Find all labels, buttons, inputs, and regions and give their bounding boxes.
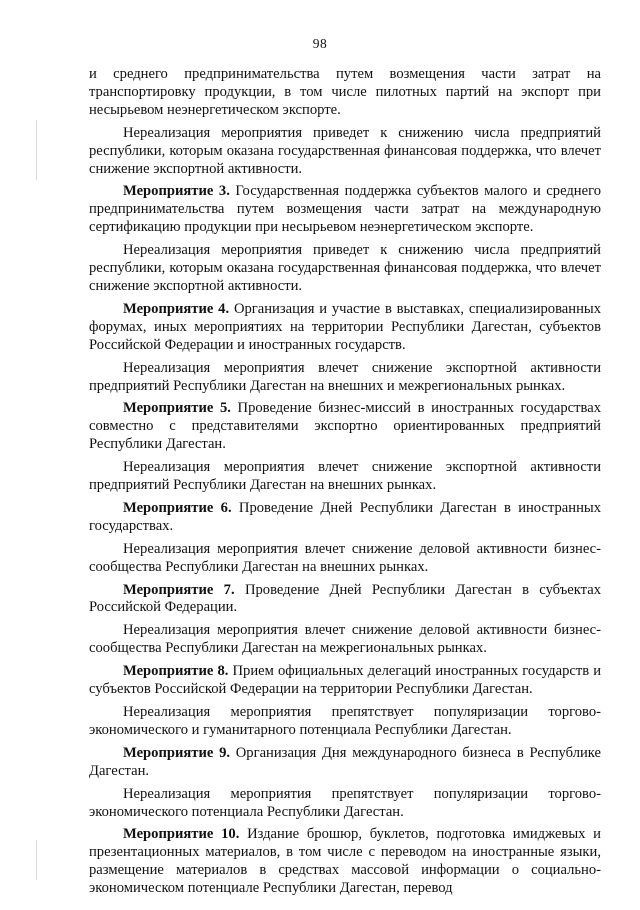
paragraph-lead: Мероприятие 8. — [123, 663, 229, 680]
scan-margin-mark — [36, 120, 37, 180]
paragraph-lead: Мероприятие 6. — [123, 499, 232, 516]
paragraph-continuation — [89, 66, 601, 120]
paragraph-measure-5 — [89, 400, 601, 454]
paragraph — [89, 622, 601, 658]
paragraph-lead: Мероприятие 9. — [123, 744, 231, 761]
paragraph-text: Нереализация мероприятия препятствует популяризации торгово-экономического и гуманитарного потенциала Республики Дагестан. — [89, 704, 601, 738]
paragraph-measure-7 — [89, 582, 601, 618]
paragraph-text: Нереализация мероприятия препятствует популяризации торгово-экономического потенциала Республики Дагестан. — [89, 785, 601, 820]
paragraph-text: Нереализация мероприятия влечет снижение экспортной активности предприятий Республики Дагестан на внешних рынках. — [89, 459, 601, 494]
paragraph-text: Организация и участие в выставках, специализированных форумах, иных мероприятиях на территории Республики Дагестан, субъектов Российской Федерации и иностранных государств. — [89, 300, 601, 353]
paragraph-lead: Мероприятие 5. — [123, 400, 231, 417]
paragraph — [89, 459, 601, 495]
paragraph — [89, 242, 601, 296]
paragraph-text: Нереализация мероприятия влечет снижение деловой активности бизнес-сообщества Республики Дагестан на внешних рынках. — [89, 540, 601, 575]
paragraph-text: Нереализация мероприятия приведет к снижению числа предприятий республики, которым оказана государственная финансовая поддержка, что влечет снижение экспортной активности. — [89, 124, 601, 177]
paragraph-text: Нереализация мероприятия приведет к снижению числа предприятий республики, которым оказана государственная финансовая поддержка, что влечет снижение экспортной активности. — [89, 242, 601, 294]
paragraph-text: Проведение бизнес-миссий в иностранных государствах совместно с представителями экспортно ориентированных предприятий Республики Дагестан. — [89, 400, 601, 453]
paragraph-text: и среднего предпринимательства путем возмещения части затрат на транспортировку продукции, в том числе пилотных партий на экспорт при несырьевом неэнергетическом экспорте. — [89, 66, 601, 118]
paragraph-text: Нереализация мероприятия влечет снижение деловой активности бизнес-сообщества Республики Дагестан на межрегиональных рынках. — [89, 622, 601, 657]
scan-margin-mark — [36, 840, 37, 880]
paragraph-lead: Мероприятие 3. — [123, 183, 230, 200]
paragraph-measure-10 — [89, 826, 601, 898]
paragraph-text: Организация Дня международного бизнеса в Республике Дагестан. — [89, 744, 601, 779]
page-number: 98 — [312, 36, 328, 51]
paragraph-text: Проведение Дней Республики Дагестан в иностранных государствах. — [89, 499, 601, 534]
paragraph-lead: Мероприятие 7. — [123, 581, 235, 598]
paragraph — [89, 125, 601, 179]
paragraph-measure-4 — [89, 301, 601, 355]
paragraph-text: Проведение Дней Республики Дагестан в субъектах Российской Федерации. — [89, 581, 601, 616]
paragraph — [89, 786, 601, 822]
paragraph-text: Прием официальных делегаций иностранных государств и субъектов Российской Федерации на территории Республики Дагестан. — [89, 663, 602, 698]
paragraph-text: Нереализация мероприятия влечет снижение экспортной активности предприятий Республики Дагестан на внешних и межрегиональных рынках. — [89, 359, 601, 394]
paragraph-measure-6 — [89, 500, 601, 536]
paragraph-measure-8 — [89, 663, 601, 699]
paragraph-lead: Мероприятие 4. — [123, 300, 230, 317]
paragraph — [89, 541, 601, 577]
paragraph-measure-3 — [89, 183, 601, 237]
paragraph — [89, 360, 601, 396]
document-body — [89, 66, 601, 903]
paragraph-text: Государственная поддержка субъектов малого и среднего предпринимательства путем возмещения части затрат на международную сертификацию продукции при несырьевом неэнергетическом экспорте. — [89, 183, 601, 236]
paragraph-lead: Мероприятие 10. — [123, 826, 240, 843]
paragraph-text: Издание брошюр, буклетов, подготовка имиджевых и презентационных материалов, в том числе с переводом на иностранные языки, размещение материалов в средствах массовой информации о социально-экономическом потенциале Республики Дагестан, перевод — [89, 826, 601, 897]
paragraph-measure-9 — [89, 745, 601, 781]
paragraph — [89, 704, 601, 740]
